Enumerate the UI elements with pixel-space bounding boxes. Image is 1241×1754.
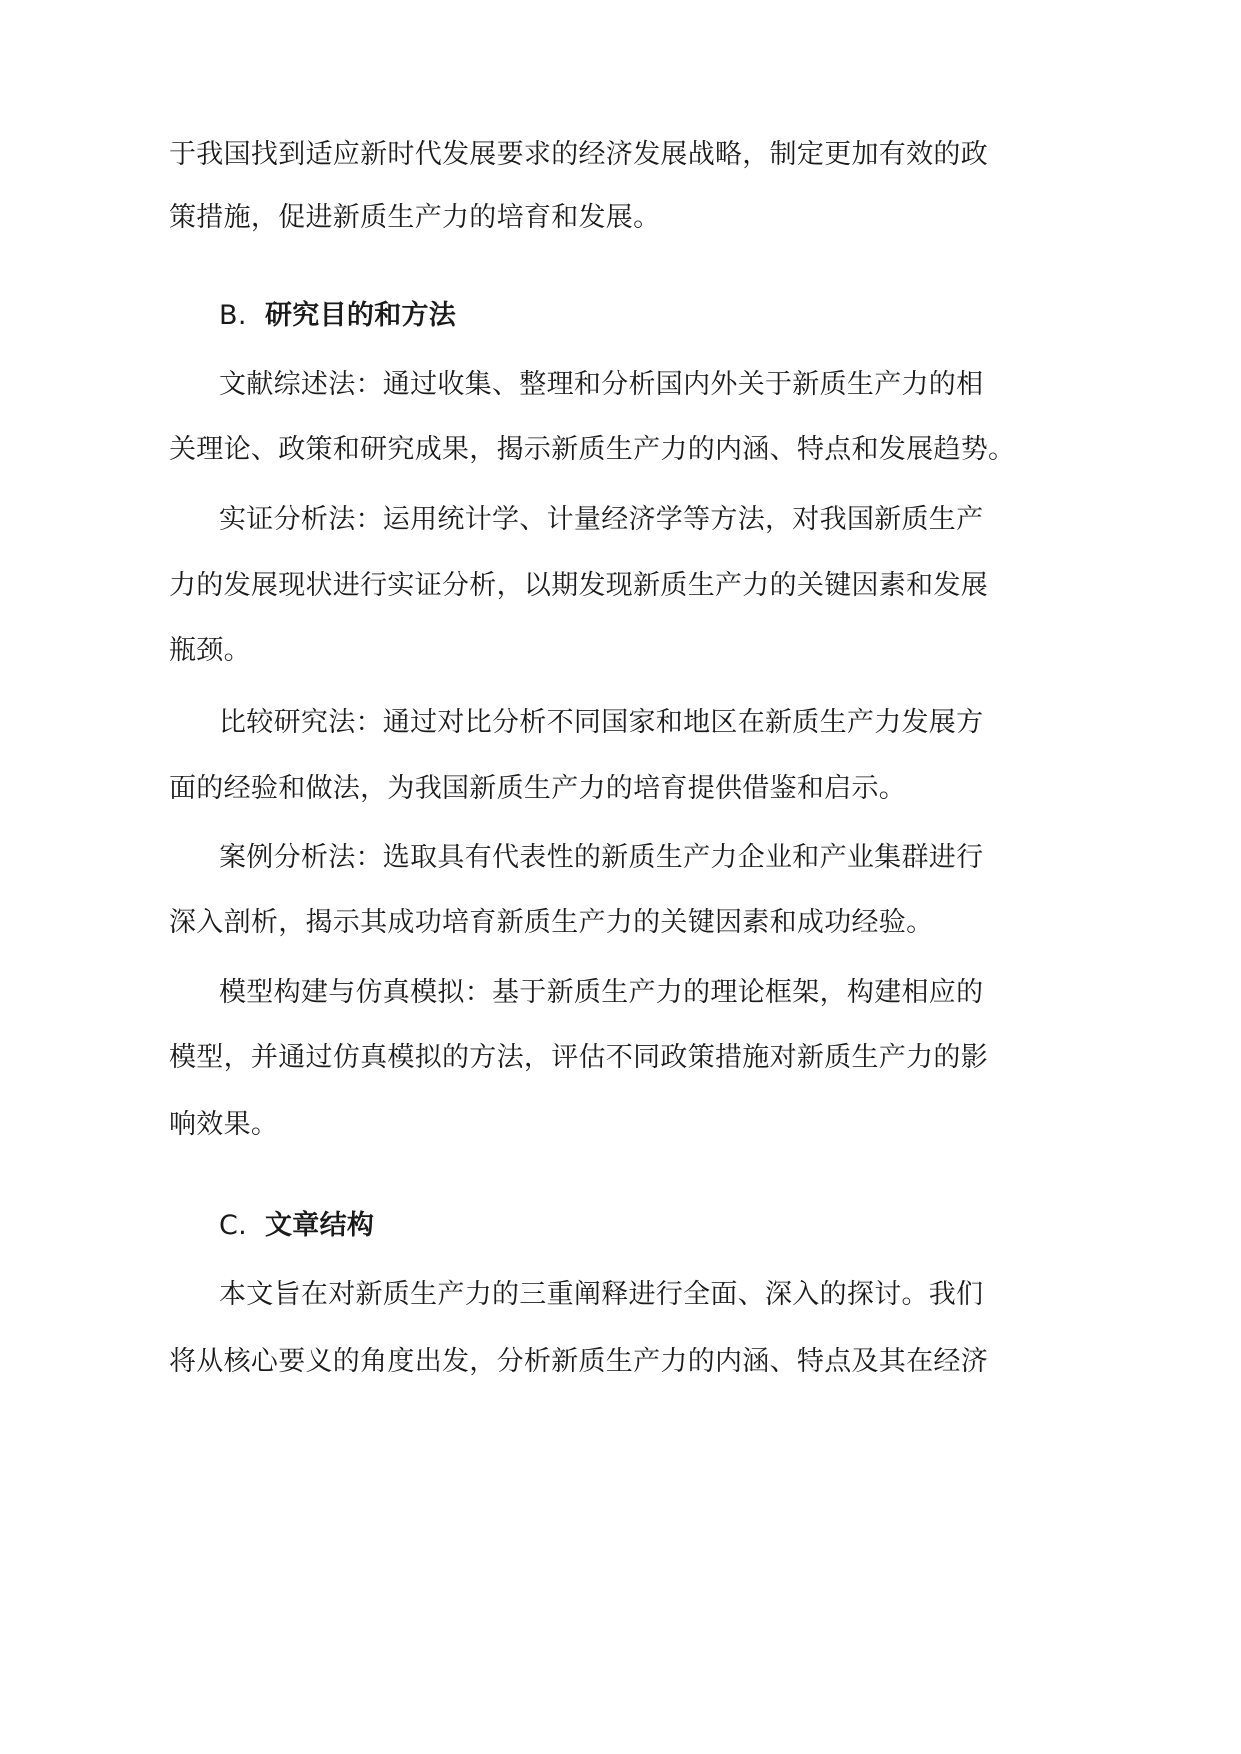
section-heading-c [219,1208,374,1244]
section-title: 研究目的和方法 [265,300,457,331]
paragraph-line: 案例分析法：选取具有代表性的新质生产力企业和产业集群进行 [219,842,984,873]
paragraph-line: 实证分析法：运用统计学、计量经济学等方法，对我国新质生产 [219,504,984,535]
section-heading-b [219,298,456,334]
section-number: C. [219,1210,248,1241]
paragraph-line: 关理论、政策和研究成果，揭示新质生产力的内涵、特点和发展趋势。 [169,434,1016,465]
paragraph-line: 策措施，促进新质生产力的培育和发展。 [169,202,661,233]
paragraph-line: 力的发展现状进行实证分析，以期发现新质生产力的关键因素和发展 [169,570,988,601]
paragraph-line: 深入剖析，揭示其成功培育新质生产力的关键因素和成功经验。 [169,907,934,938]
paragraph-line: 将从核心要义的角度出发，分析新质生产力的内涵、特点及其在经济 [169,1346,988,1377]
section-title: 文章结构 [265,1210,375,1241]
paragraph-line: 文献综述法：通过收集、整理和分析国内外关于新质生产力的相 [219,369,984,400]
paragraph-line: 模型构建与仿真模拟：基于新质生产力的理论框架，构建相应的 [219,977,984,1008]
paragraph-line: 响效果。 [169,1109,279,1140]
paragraph-line: 瓶颈。 [169,635,251,666]
paragraph-line: 比较研究法：通过对比分析不同国家和地区在新质生产力发展方 [219,707,984,738]
paragraph-line: 面的经验和做法，为我国新质生产力的培育提供借鉴和启示。 [169,773,907,804]
section-number: B. [219,300,247,331]
paragraph-line: 本文旨在对新质生产力的三重阐释进行全面、深入的探讨。我们 [219,1279,984,1310]
paragraph-line: 模型，并通过仿真模拟的方法，评估不同政策措施对新质生产力的影 [169,1042,988,1073]
paragraph-line: 于我国找到适应新时代发展要求的经济发展战略，制定更加有效的政 [169,139,988,170]
